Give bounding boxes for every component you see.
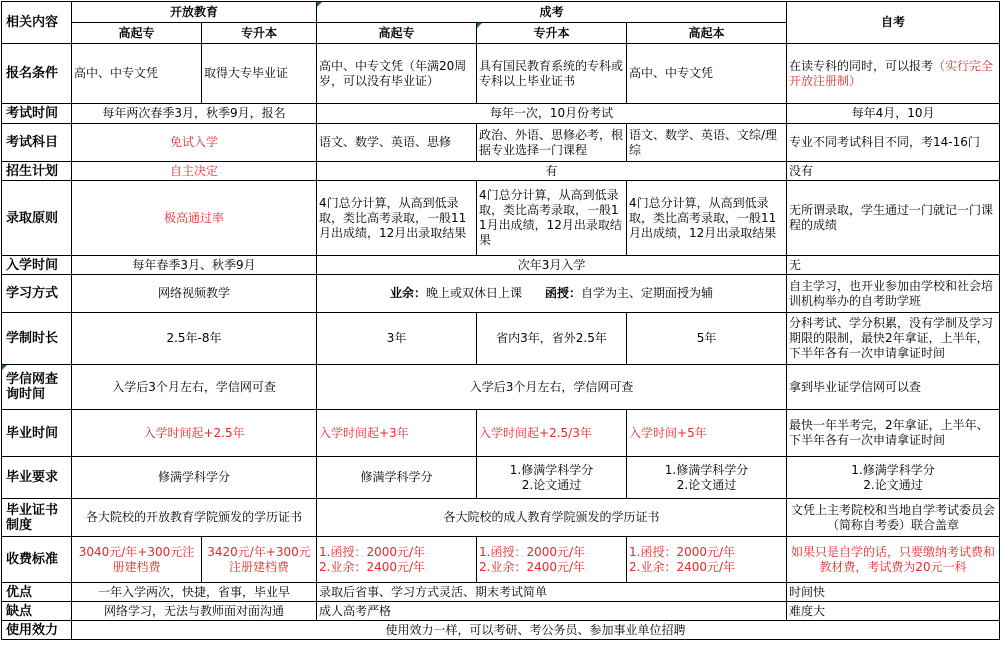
cell: 入学时间起+2.5/3年 (477, 410, 627, 457)
cell: 成人高考严格 (317, 602, 787, 621)
row-label: 优点 (2, 583, 72, 602)
cell: 文凭上主考院校和当地自学考试委员会（简称自考委）联合盖章 (787, 499, 1000, 537)
cell: 难度大 (787, 602, 1000, 621)
header-adult-gaoqizhuan: 高起专 (317, 23, 477, 44)
cell: 每年春季3月、秋季9月 (72, 256, 317, 275)
cell: 入学时间起+3年 (317, 410, 477, 457)
cell: 各大院校的开放教育学院颁发的学历证书 (72, 499, 317, 537)
cell: 专业不同考试科目不同，考14-16门 (787, 124, 1000, 162)
cell-text: 在读专科的同时，可以报考 (789, 58, 934, 73)
cell: 4门总分计算，从高到低录取，类比高考录取，一般11月出成绩，12月出录取结果 (317, 181, 477, 256)
cell: 修满学科学分 (317, 457, 477, 499)
cell: 免试入学 (72, 124, 317, 162)
cell: 每年4月，10月 (787, 104, 1000, 124)
row-label: 毕业要求 (2, 457, 72, 499)
row-subjects (2, 124, 1000, 162)
cell: 入学时间起+2.5年 (72, 410, 317, 457)
cell: 有 (317, 162, 787, 181)
header-adult-gaoqiben: 高起本 (627, 23, 787, 44)
cell: 无 (787, 256, 1000, 275)
cell: 无所谓录取，学生通过一门就记一门课程的成绩 (787, 181, 1000, 256)
row-label: 毕业时间 (2, 410, 72, 457)
cell: 入学时间+5年 (627, 410, 787, 457)
row-label: 考试时间 (2, 104, 72, 124)
header-related: 相关内容 (2, 2, 72, 44)
header-adult-zhuanshengben: 专升本 (477, 23, 627, 44)
row-entry-time (2, 256, 1000, 275)
cell (787, 457, 1000, 499)
cell-line: 2.论文通过 (521, 477, 582, 492)
cell: 自主学习，也开业参加由学校和社会培训机构举办的自考助学班 (787, 275, 1000, 313)
cell: 省内3年，省外2.5年 (477, 313, 627, 365)
cell-line: 2.论文通过 (863, 477, 923, 492)
cell-line: 1.修满学科学分 (509, 462, 594, 477)
row-label: 收费标准 (2, 537, 72, 583)
cell: 政治、外语、思修必考，根据专业选择一门课程 (477, 124, 627, 162)
row-label: 学制时长 (2, 313, 72, 365)
cell: 语文、数学、英语、思修 (317, 124, 477, 162)
cell: 高中、中专文凭 (627, 44, 787, 104)
row-cons (2, 602, 1000, 621)
cell-line: 1.函授：2000元/年 (319, 544, 426, 559)
cell: 取得大专毕业证 (202, 44, 317, 104)
cell: 网络视频教学 (72, 275, 317, 313)
row-label: 招生计划 (2, 162, 72, 181)
cell: 修满学科学分 (72, 457, 317, 499)
row-grad-req (2, 457, 1000, 499)
cell: 分科考试、学分积累，没有学制及学习期限的限制，最快2年拿证，上半年，下半年各有一次申请拿证时间 (787, 313, 1000, 365)
cell: 4门总分计算，从高到低录取，类比高考录取，一般11月出成绩，12月出录取结果 (477, 181, 627, 256)
row-label: 学信网查询时间 (2, 365, 72, 410)
cell-text: 晚上或双休日上课 (426, 286, 523, 300)
cell-line: 1.函授：2000元/年 (479, 544, 586, 559)
cell: 3040元/年+300元注册建档费 (72, 537, 202, 583)
cell-line: 1.修满学科学分 (664, 462, 749, 477)
cell: 最快一年半考完，2年拿证，上半年、下半年各有一次申请拿证时间 (787, 410, 1000, 457)
header-self-exam: 自考 (787, 2, 1000, 44)
header-open-zhuanshengben: 专升本 (202, 23, 317, 44)
cell: 3420元/年+300元注册建档费 (202, 537, 317, 583)
row-label: 录取原则 (2, 181, 72, 256)
row-label: 学习方式 (2, 275, 72, 313)
cell: 拿到毕业证学信网可以查 (787, 365, 1000, 410)
cell-label: 业余： (390, 286, 427, 300)
cell-line: 2.业余：2400元/年 (319, 559, 426, 574)
cell: 各大院校的成人教育学院颁发的学历证书 (317, 499, 787, 537)
cell: 语文、数学、英语、文综/理综 (627, 124, 787, 162)
header-open-gaoqizhuan: 高起专 (72, 23, 202, 44)
cell-line: 1.函授：2000元/年 (629, 544, 736, 559)
header-adult-exam: 成考 (317, 2, 787, 23)
row-exam-time (2, 104, 1000, 124)
cell (627, 457, 787, 499)
cell (317, 537, 477, 583)
cell-line: 2.业余：2400元/年 (629, 559, 736, 574)
cell: 如果只是自学的话，只要缴纳考试费和教材费，考试费为20元一科 (787, 537, 1000, 583)
cell: 2.5年-8年 (72, 313, 317, 365)
row-grad-time (2, 410, 1000, 457)
cell: 一年入学两次，快捷，省事，毕业早 (72, 583, 317, 602)
cell: 高中、中专文凭（年满20周岁，可以没有毕业证） (317, 44, 477, 104)
row-study-mode (2, 275, 1000, 313)
row-conditions (2, 44, 1000, 104)
row-chsi-time (2, 365, 1000, 410)
cell (477, 537, 627, 583)
cell: 自主决定 (72, 162, 317, 181)
row-certificate (2, 499, 1000, 537)
cell: 入学后3个月左右，学信网可查 (72, 365, 317, 410)
row-label: 考试科目 (2, 124, 72, 162)
row-duration (2, 313, 1000, 365)
cell: 极高通过率 (72, 181, 317, 256)
cell: 4门总分计算，从高到低录取，类比高考录取，一般11月出成绩，12月出录取结果 (627, 181, 787, 256)
cell-text-highlight: （实行完全开放注册制） (789, 58, 994, 88)
row-label: 缺点 (2, 602, 72, 621)
cell: 3年 (317, 313, 477, 365)
cell (317, 275, 787, 313)
cell: 没有 (787, 162, 1000, 181)
cell-text: 自学为主、定期面授为辅 (580, 286, 713, 300)
cell: 网络学习，无法与教师面对面沟通 (72, 602, 317, 621)
cell: 时间快 (787, 583, 1000, 602)
row-pros (2, 583, 1000, 602)
cell: 入学后3个月左右，学信网可查 (317, 365, 787, 410)
row-validity (2, 621, 1000, 640)
cell: 使用效力一样，可以考研、考公务员、参加事业单位招聘 (72, 621, 1000, 640)
comparison-table (1, 1, 1000, 640)
cell: 具有国民教育系统的专科或专科以上毕业证书 (477, 44, 627, 104)
row-label: 毕业证书制度 (2, 499, 72, 537)
cell (627, 537, 787, 583)
cell: 5年 (627, 313, 787, 365)
cell: 每年两次春季3月，秋季9月，报名 (72, 104, 317, 124)
header-open-education: 开放教育 (72, 2, 317, 23)
cell-line: 2.业余：2400元/年 (479, 559, 586, 574)
row-label: 使用效力 (2, 621, 72, 640)
cell-line: 1.修满学科学分 (851, 462, 935, 477)
row-fees (2, 537, 1000, 583)
cell: 次年3月入学 (317, 256, 787, 275)
cell (787, 44, 1000, 104)
cell (477, 457, 627, 499)
row-admission (2, 181, 1000, 256)
row-label: 入学时间 (2, 256, 72, 275)
cell: 每年一次，10月份考试 (317, 104, 787, 124)
cell-line: 2.论文通过 (676, 477, 737, 492)
row-enroll-plan (2, 162, 1000, 181)
row-label: 报名条件 (2, 44, 72, 104)
cell: 录取后省事、学习方式灵活、期末考试简单 (317, 583, 787, 602)
cell: 高中、中专文凭 (72, 44, 202, 104)
cell-label: 函授： (544, 286, 581, 300)
